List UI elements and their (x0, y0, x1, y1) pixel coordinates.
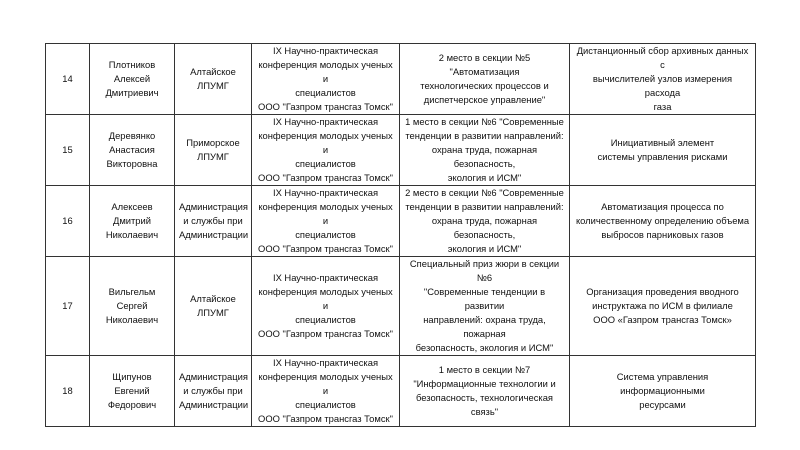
awards-table (45, 43, 756, 427)
report-topic: Организация проведения вводного инструктажа по ИСМ в филиале ООО «Газпром трансгаз Томск» (570, 257, 756, 356)
table-row (46, 186, 756, 257)
award-place: 2 место в секции №6 "Современные тенденции в развитии направлений: охрана труда, пожарная безопасность, экология и ИСМ" (400, 186, 570, 257)
event-name: IX Научно-практическая конференция молодых ученых и специалистов ООО "Газпром трансгаз Томск" (252, 356, 400, 427)
report-topic: Система управления информационными ресурсами (570, 356, 756, 427)
row-number: 18 (46, 356, 90, 427)
table-row (46, 115, 756, 186)
table-row (46, 257, 756, 356)
event-name: IX Научно-практическая конференция молодых ученых и специалистов ООО "Газпром трансгаз Томск" (252, 115, 400, 186)
award-place: 2 место в секции №5 "Автоматизация технологических процессов и диспетчерское управление" (400, 44, 570, 115)
participant-branch: Администрация и службы при Администрации (175, 186, 252, 257)
participant-name: Плотников Алексей Дмитриевич (90, 44, 175, 115)
table-row (46, 356, 756, 427)
event-name: IX Научно-практическая конференция молодых ученых и специалистов ООО "Газпром трансгаз Томск" (252, 186, 400, 257)
participant-name: Щипунов Евгений Федорович (90, 356, 175, 427)
award-place: Специальный приз жюри в секции №6 "Современные тенденции в развитии направлений: охрана труда, пожарная безопасность, экология и ИСМ" (400, 257, 570, 356)
participant-branch: Алтайское ЛПУМГ (175, 257, 252, 356)
award-place: 1 место в секции №7 "Информационные технологии и безопасность, технологическая связь" (400, 356, 570, 427)
row-number: 17 (46, 257, 90, 356)
report-topic: Автоматизация процесса по количественному определению объема выбросов парниковых газов (570, 186, 756, 257)
participant-name: Деревянко Анастасия Викторовна (90, 115, 175, 186)
participant-name: Алексеев Дмитрий Николаевич (90, 186, 175, 257)
table-row (46, 44, 756, 115)
report-topic: Инициативный элемент системы управления рисками (570, 115, 756, 186)
report-topic: Дистанционный сбор архивных данных с вычислителей узлов измерения расхода газа (570, 44, 756, 115)
event-name: IX Научно-практическая конференция молодых ученых и специалистов ООО "Газпром трансгаз Томск" (252, 257, 400, 356)
participant-name: Вильгельм Сергей Николаевич (90, 257, 175, 356)
row-number: 16 (46, 186, 90, 257)
participant-branch: Алтайское ЛПУМГ (175, 44, 252, 115)
event-name: IX Научно-практическая конференция молодых ученых и специалистов ООО "Газпром трансгаз Томск" (252, 44, 400, 115)
participant-branch: Приморское ЛПУМГ (175, 115, 252, 186)
participant-branch: Администрация и службы при Администрации (175, 356, 252, 427)
award-place: 1 место в секции №6 "Современные тенденции в развитии направлений: охрана труда, пожарная безопасность, экология и ИСМ" (400, 115, 570, 186)
row-number: 14 (46, 44, 90, 115)
row-number: 15 (46, 115, 90, 186)
